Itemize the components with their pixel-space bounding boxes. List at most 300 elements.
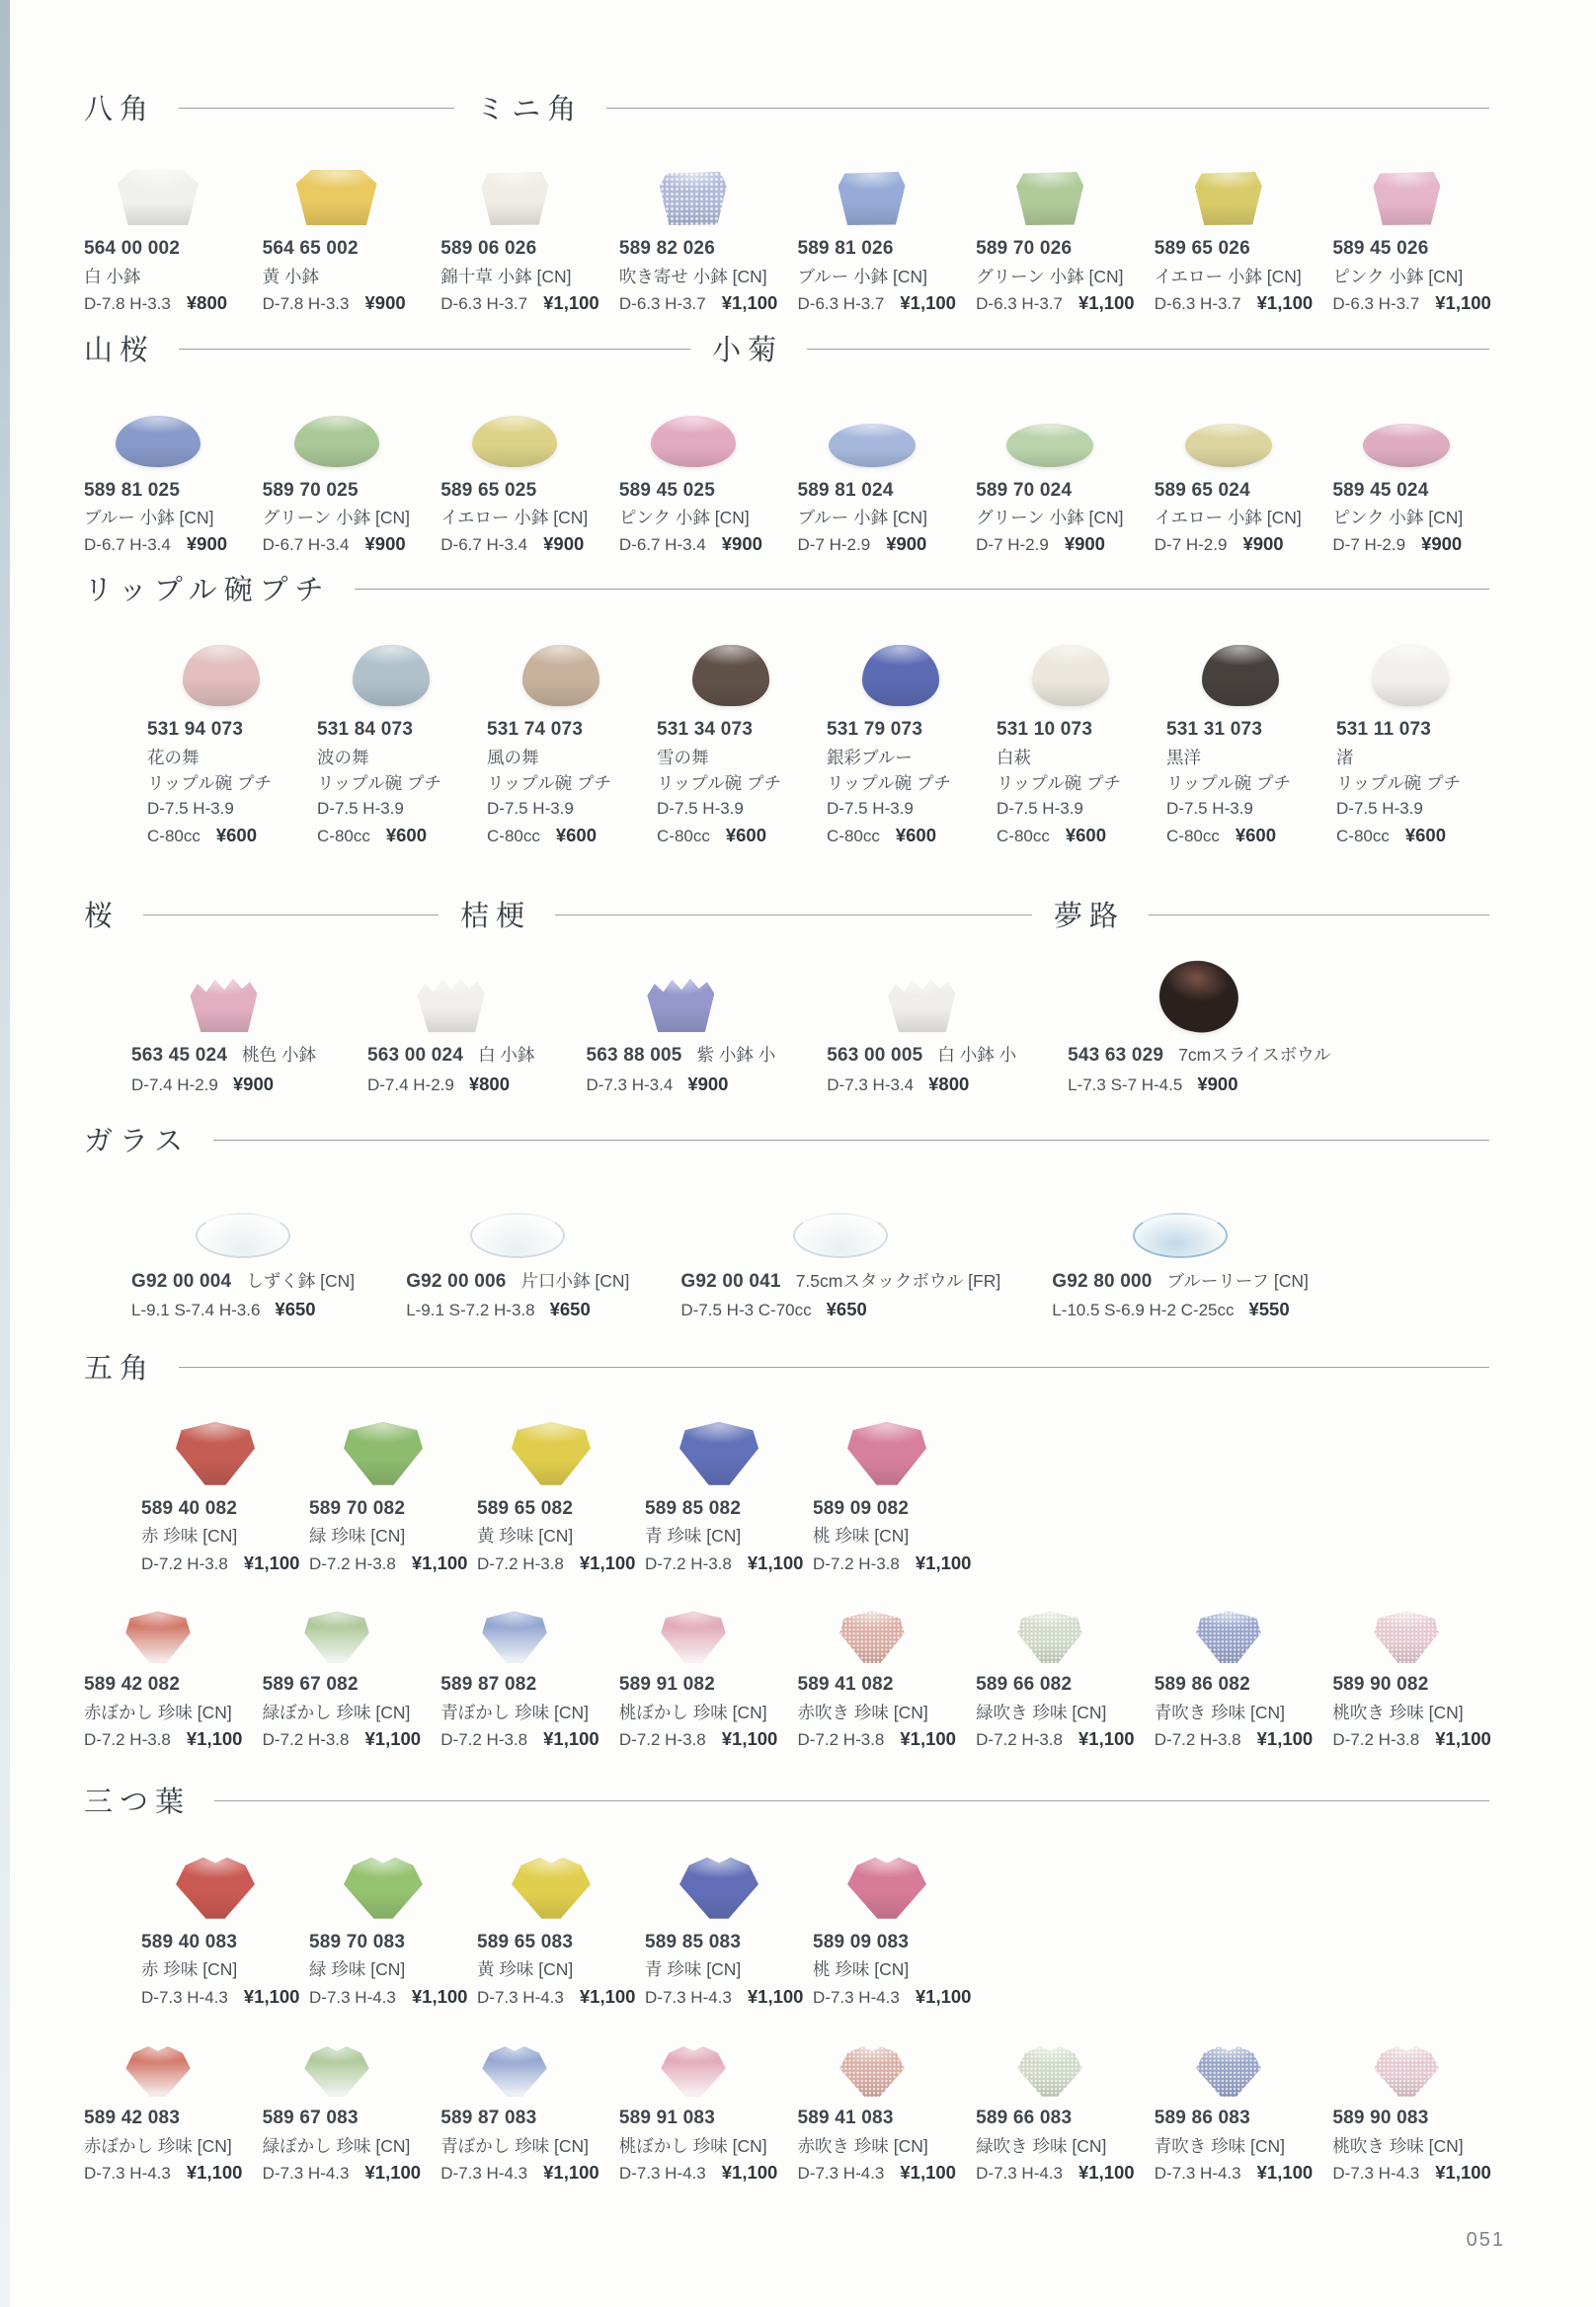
product-price: ¥1,100 <box>364 2162 422 2183</box>
product-item <box>263 376 441 559</box>
product-spec: D-7.5 H-3.9 <box>1336 799 1423 818</box>
section-rule-line <box>179 349 690 350</box>
product-name: ピンク 小鉢 [CN] <box>1332 508 1464 527</box>
product-spec-line <box>440 289 613 317</box>
product-spec-line <box>440 2159 613 2187</box>
product-price: ¥1,100 <box>1435 1728 1491 1749</box>
product-photo-area <box>1155 1592 1303 1663</box>
bowl-photo <box>1196 1612 1261 1663</box>
section-header <box>84 1781 1511 1820</box>
product-spec: D-7.3 H-3.4 <box>827 1074 915 1094</box>
product-price: ¥900 <box>364 291 406 313</box>
bowl-photo <box>481 172 548 225</box>
product-photo-area <box>147 615 295 706</box>
bowl-photo <box>482 2046 547 2097</box>
product-spec: D-6.3 H-3.7 <box>797 293 885 313</box>
product-spec-line <box>84 2159 257 2187</box>
product-code: 589 82 026 <box>618 238 715 259</box>
product-capacity: C-80cc <box>487 826 540 845</box>
product-name: 緑ぼかし 珍味 [CN] <box>262 1702 411 1722</box>
product-photo-area <box>440 2026 589 2097</box>
product-code: 589 65 026 <box>1154 238 1250 259</box>
product-name: 緑 珍味 [CN] <box>309 1526 406 1547</box>
product-photo-area <box>440 376 589 467</box>
product-code: 589 66 083 <box>976 2108 1073 2129</box>
product-price: ¥900 <box>687 1073 729 1094</box>
product-spec: D-7.2 H-3.8 <box>440 1730 528 1749</box>
product-price: ¥1,100 <box>411 1985 468 2007</box>
product-name: 青吹き 珍味 [CN] <box>1154 2135 1285 2156</box>
product-spec-line <box>263 1725 436 1753</box>
product-price: ¥1,100 <box>243 1985 300 2007</box>
product-photo-area <box>263 2026 411 2097</box>
product-name: グリーン 小鉢 [CN] <box>976 508 1124 527</box>
product-code: 531 94 073 <box>147 719 244 740</box>
product-price: ¥1,100 <box>721 291 778 313</box>
product-name: 赤ぼかし 珍味 [CN] <box>84 2135 232 2156</box>
product-photo-area <box>619 134 767 225</box>
product-price: ¥900 <box>232 1073 275 1094</box>
bowl-photo <box>512 1422 591 1485</box>
product-photo-area <box>798 134 946 225</box>
product-price: ¥1,100 <box>1256 291 1314 313</box>
bowl-photo <box>294 416 379 467</box>
product-price: ¥1,100 <box>1435 2162 1491 2183</box>
product-row <box>84 134 1511 317</box>
product-spec-line <box>798 1725 971 1753</box>
product-spec: D-7.5 H-3.9 <box>827 799 914 818</box>
product-code: 531 11 073 <box>1336 719 1432 740</box>
product-photo-area <box>619 2026 767 2097</box>
product-spec-line <box>487 822 651 849</box>
product-spec: D-7.4 H-2.9 <box>366 1074 454 1094</box>
product-name: イエロー 小鉢 [CN] <box>1154 266 1302 286</box>
product-photo-area <box>477 1828 625 1919</box>
product-title-line <box>367 1042 534 1071</box>
product-name: 緑 珍味 [CN] <box>309 1959 406 1980</box>
product-title-line <box>680 1268 1000 1297</box>
product-price: ¥1,100 <box>186 2162 243 2183</box>
product-price: ¥1,100 <box>364 1728 422 1749</box>
product-price: ¥900 <box>186 533 228 555</box>
product-spec: D-7.5 H-3.9 <box>657 799 744 818</box>
page-edge-gradient <box>0 0 10 2307</box>
bowl-photo <box>176 1858 255 1919</box>
product-photo-area <box>657 615 805 706</box>
product-spec: D-7.5 H-3.9 <box>147 799 234 818</box>
product-name: ブルー 小鉢 [CN] <box>797 508 928 527</box>
bowl-photo <box>125 1612 191 1663</box>
product-spec: D-7.4 H-2.9 <box>131 1074 218 1094</box>
product-code: 563 00 024 <box>366 1045 464 1067</box>
product-spec: D-7.3 H-4.3 <box>141 1987 228 2007</box>
product-item <box>1336 615 1506 848</box>
product-name: 桃 珍味 [CN] <box>813 1526 910 1547</box>
product-photo-area <box>131 941 316 1032</box>
product-name: 桃 珍味 [CN] <box>813 1959 910 1980</box>
product-code: 531 84 073 <box>317 719 414 740</box>
product-spec: D-7.3 H-3.4 <box>586 1074 674 1094</box>
product-spec: D-7.3 H-4.3 <box>813 1987 900 2007</box>
product-item <box>440 134 619 317</box>
product-title-line <box>1068 1042 1330 1071</box>
product-spec: D-7.2 H-3.8 <box>309 1553 396 1573</box>
bowl-photo <box>660 172 727 225</box>
product-price: ¥900 <box>364 533 406 555</box>
bowl-photo <box>1375 1612 1440 1663</box>
product-photo-area <box>440 134 589 225</box>
product-price: ¥1,100 <box>543 291 599 313</box>
product-item <box>309 1394 477 1577</box>
product-name: 緑吹き 珍味 [CN] <box>976 2135 1107 2156</box>
product-price: ¥900 <box>1064 533 1105 555</box>
section-title: ガラス <box>84 1126 191 1157</box>
product-item <box>1332 134 1511 317</box>
product-photo-area <box>84 376 232 467</box>
section-header <box>84 568 1511 607</box>
section-rule-line <box>179 1367 1489 1368</box>
product-item <box>131 1167 360 1323</box>
product-price: ¥600 <box>1235 824 1277 845</box>
section-rule-line <box>355 589 1489 590</box>
bowl-photo <box>1016 172 1083 225</box>
bowl-photo <box>793 1213 888 1258</box>
product-code: 531 74 073 <box>487 719 584 740</box>
bowl-photo <box>482 1612 547 1663</box>
product-spec: D-7.2 H-3.8 <box>797 1730 885 1749</box>
product-photo-area <box>440 1592 589 1663</box>
catalog-section <box>84 568 1511 848</box>
product-name: 青 珍味 [CN] <box>645 1959 742 1980</box>
product-spec: D-7.3 H-4.3 <box>1154 2164 1241 2183</box>
product-item <box>1332 376 1511 559</box>
product-name: 黄 珍味 [CN] <box>477 1959 574 1980</box>
product-price: ¥800 <box>186 291 228 313</box>
bowl-photo <box>353 645 430 706</box>
product-price: ¥600 <box>895 824 937 845</box>
product-spec-line <box>1332 289 1505 317</box>
catalog-section <box>84 1120 1511 1323</box>
product-photo-area <box>619 376 767 467</box>
section-title: 三つ葉 <box>84 1787 192 1819</box>
product-name: 桃色 小鉢 <box>242 1045 316 1066</box>
bowl-photo <box>1372 645 1449 706</box>
product-code: 531 31 073 <box>1166 719 1263 740</box>
product-spec-line <box>317 822 481 849</box>
product-code: 589 90 083 <box>1332 2108 1429 2129</box>
product-spec: D-7.8 H-3.3 <box>262 293 350 313</box>
bowl-photo <box>692 645 769 706</box>
product-spec: D-7.3 H-4.3 <box>797 2164 885 2183</box>
product-spec-line <box>1068 1071 1330 1098</box>
bowl-photo <box>1017 1612 1082 1663</box>
product-photo-area <box>477 1394 625 1485</box>
section-rule-line <box>213 1140 1489 1141</box>
product-row <box>84 2026 1511 2187</box>
product-price: ¥650 <box>275 1299 316 1319</box>
product-name: 青ぼかし 珍味 [CN] <box>440 1702 589 1722</box>
product-name: 白 小鉢 小 <box>937 1045 1017 1066</box>
product-name: 赤吹き 珍味 [CN] <box>797 1702 928 1722</box>
product-spec-line <box>645 1983 807 2011</box>
product-name: 黄 珍味 [CN] <box>477 1526 574 1547</box>
product-price: ¥1,100 <box>243 1551 300 1573</box>
product-photo-area <box>1332 376 1480 467</box>
product-series-name: リップル碗 プチ <box>657 772 781 793</box>
product-price: ¥1,100 <box>579 1551 636 1573</box>
product-photo-area <box>1332 134 1480 225</box>
product-title-line <box>131 1042 316 1071</box>
product-code: 563 00 005 <box>827 1045 923 1067</box>
product-spec: D-7.5 H-3.9 <box>997 799 1083 818</box>
bowl-photo <box>679 1422 758 1485</box>
product-code: 589 81 025 <box>84 479 181 501</box>
product-spec-line <box>477 1550 639 1577</box>
product-item <box>141 1394 309 1577</box>
product-price: ¥600 <box>1404 824 1447 845</box>
product-price: ¥900 <box>1421 533 1463 555</box>
product-photo-area <box>131 1167 355 1258</box>
product-name: 青吹き 珍味 [CN] <box>1154 1702 1285 1722</box>
product-series-name: リップル碗 プチ <box>1336 772 1461 793</box>
product-name: 桃ぼかし 珍味 [CN] <box>618 1702 767 1722</box>
product-spec-line <box>619 1725 792 1753</box>
product-item <box>619 134 798 317</box>
product-capacity: C-80cc <box>997 826 1050 845</box>
bowl-photo <box>1373 172 1440 225</box>
bowl-photo <box>183 645 260 706</box>
product-row <box>147 615 1511 848</box>
product-spec: D-6.7 H-3.4 <box>618 535 706 555</box>
bowl-photo <box>304 1612 369 1663</box>
product-capacity: C-80cc <box>147 826 200 845</box>
product-spec-line <box>976 289 1149 317</box>
product-price: ¥1,100 <box>900 1728 956 1749</box>
bowl-photo <box>838 172 906 225</box>
product-price: ¥1,100 <box>579 1985 636 2007</box>
section-title: ミニ角 <box>476 93 584 125</box>
product-spec: D-6.7 H-3.4 <box>84 535 171 555</box>
product-name: 錦十草 小鉢 [CN] <box>440 266 572 286</box>
product-code: 564 00 002 <box>84 238 181 259</box>
product-item <box>477 1394 645 1577</box>
product-item <box>619 376 798 559</box>
product-photo-area <box>1155 376 1303 467</box>
product-code: 589 65 025 <box>440 479 537 501</box>
product-spec: D-6.3 H-3.7 <box>440 293 528 313</box>
product-spec: D-7.3 H-4.3 <box>645 1987 732 2007</box>
product-price: ¥1,100 <box>1078 291 1135 313</box>
product-name: 赤 珍味 [CN] <box>141 1959 238 1980</box>
product-code: 563 88 005 <box>586 1045 682 1067</box>
product-item <box>84 134 263 317</box>
product-item <box>367 941 540 1097</box>
product-photo-area <box>680 1167 1000 1258</box>
product-code: 563 45 024 <box>131 1045 228 1067</box>
product-item <box>263 2026 441 2187</box>
bowl-photo <box>522 645 599 706</box>
product-code: 589 66 082 <box>976 1674 1073 1696</box>
product-item <box>406 1167 635 1323</box>
product-name: 白 小鉢 <box>478 1045 535 1066</box>
section-rule-line <box>606 108 1489 109</box>
product-name: 7.5cmスタックボウル [FR] <box>795 1270 1001 1291</box>
product-photo-area <box>619 1592 767 1663</box>
product-spec-line <box>976 1725 1149 1753</box>
product-name: 白 小鉢 <box>84 266 141 286</box>
product-item <box>440 1592 619 1753</box>
product-price: ¥600 <box>385 824 428 845</box>
product-item <box>586 941 781 1097</box>
product-price: ¥650 <box>826 1299 867 1319</box>
product-spec-line <box>619 530 792 558</box>
product-spec: D-6.7 H-3.4 <box>262 535 350 555</box>
product-price: ¥1,100 <box>721 2162 778 2183</box>
section-title: 山桜 <box>84 335 156 366</box>
product-item <box>147 615 317 848</box>
product-price: ¥800 <box>928 1073 970 1094</box>
product-photo-area <box>1155 2026 1303 2097</box>
product-item <box>1052 1167 1315 1323</box>
product-code: 589 67 082 <box>262 1674 359 1696</box>
product-name: 渚 <box>1336 747 1354 767</box>
product-spec: D-7.2 H-3.8 <box>262 1730 350 1749</box>
product-spec: D-7.3 H-4.3 <box>1332 2164 1420 2183</box>
bowl-photo <box>1017 2046 1082 2097</box>
product-price: ¥1,100 <box>1435 291 1491 313</box>
bowl-photo <box>839 2046 905 2097</box>
product-item <box>1155 2026 1333 2187</box>
product-photo-area <box>976 134 1124 225</box>
product-capacity: C-80cc <box>657 826 710 845</box>
bowl-photo <box>1185 424 1272 467</box>
section-header <box>84 1347 1511 1387</box>
product-spec-line <box>657 822 821 849</box>
product-spec: D-7.2 H-3.8 <box>141 1553 228 1573</box>
product-name: 雪の舞 <box>657 747 709 767</box>
product-name: 白萩 <box>997 747 1031 767</box>
product-price: ¥1,100 <box>900 291 956 313</box>
product-name: 赤 珍味 [CN] <box>141 1526 238 1547</box>
product-price: ¥1,100 <box>1078 1728 1135 1749</box>
product-spec-line <box>827 1071 1016 1098</box>
product-row <box>84 1167 1511 1323</box>
product-photo-area <box>84 134 232 225</box>
product-code: G92 00 041 <box>680 1270 781 1292</box>
product-photo-area <box>798 2026 946 2097</box>
product-item <box>827 941 1022 1097</box>
product-spec: D-7.2 H-3.8 <box>645 1553 732 1573</box>
product-code: 531 79 073 <box>827 719 923 740</box>
product-spec-line <box>619 289 792 317</box>
product-photo-area <box>309 1828 457 1919</box>
product-series-name: リップル碗 プチ <box>827 772 951 793</box>
product-photo-area <box>586 941 775 1032</box>
product-price: ¥800 <box>468 1073 510 1094</box>
product-spec: L-10.5 S-6.9 H-2 C-25cc <box>1052 1301 1235 1319</box>
product-code: 589 45 025 <box>618 479 715 501</box>
product-capacity: C-80cc <box>1336 826 1390 845</box>
product-spec: D-6.3 H-3.7 <box>1332 293 1420 313</box>
section-rule-line <box>179 108 454 109</box>
bowl-photo <box>1196 2046 1261 2097</box>
section-rule-line <box>214 1800 1489 1801</box>
bowl-photo <box>839 1612 905 1663</box>
product-row <box>84 376 1511 559</box>
product-spec: D-6.3 H-3.7 <box>1154 293 1241 313</box>
product-code: 589 91 082 <box>618 1674 715 1696</box>
section-title: リップル碗プチ <box>84 574 331 606</box>
product-spec-line <box>619 2159 792 2187</box>
product-item <box>84 1592 263 1753</box>
product-spec: D-6.3 H-3.7 <box>976 293 1063 313</box>
product-spec-line <box>147 822 311 849</box>
product-price: ¥900 <box>721 533 762 555</box>
product-photo-area <box>827 615 975 706</box>
product-series-name: リップル碗 プチ <box>317 772 441 793</box>
product-price: ¥900 <box>1197 1073 1238 1094</box>
product-spec-line <box>1155 2159 1327 2187</box>
product-photo-area <box>827 941 1016 1032</box>
product-spec-line <box>586 1071 775 1098</box>
product-spec-line <box>798 2159 971 2187</box>
section-title: 夢路 <box>1054 900 1126 932</box>
product-spec-line <box>813 1983 975 2011</box>
product-spec-line <box>477 1983 639 2011</box>
product-title-line <box>827 1042 1016 1071</box>
product-row <box>141 1828 1511 2011</box>
product-spec: L-7.3 S-7 H-4.5 <box>1068 1074 1183 1094</box>
product-photo-area <box>263 1592 411 1663</box>
product-spec-line <box>141 1983 303 2011</box>
product-spec: D-6.7 H-3.4 <box>440 535 528 555</box>
bowl-photo <box>196 1213 290 1258</box>
product-code: 589 70 025 <box>262 479 359 501</box>
product-item <box>976 376 1155 559</box>
product-item <box>976 2026 1155 2187</box>
product-price: ¥1,100 <box>721 1728 778 1749</box>
product-row <box>141 1394 1511 1577</box>
product-spec-line <box>131 1071 316 1098</box>
product-spec-line <box>997 822 1160 849</box>
product-spec-line <box>813 1550 975 1577</box>
product-title-line <box>406 1268 629 1297</box>
product-code: 589 41 083 <box>797 2108 894 2129</box>
product-name: 青 珍味 [CN] <box>645 1526 742 1547</box>
product-spec-line <box>131 1296 355 1323</box>
bowl-photo <box>190 977 257 1032</box>
product-spec: D-7 H-2.9 <box>1332 535 1406 555</box>
bowl-photo <box>847 1858 926 1919</box>
product-spec: D-7 H-2.9 <box>976 535 1049 555</box>
bowl-photo <box>661 1612 726 1663</box>
product-code: 589 86 082 <box>1154 1674 1250 1696</box>
product-item <box>976 1592 1155 1753</box>
product-price: ¥1,100 <box>747 1551 804 1573</box>
product-item <box>1068 941 1336 1097</box>
product-spec: L-9.1 S-7.2 H-3.8 <box>406 1301 535 1319</box>
product-code: 589 81 024 <box>797 479 894 501</box>
product-code: 589 81 026 <box>797 238 894 259</box>
product-item <box>798 2026 977 2187</box>
product-code: 589 65 024 <box>1154 479 1250 501</box>
product-price: ¥1,100 <box>1256 2162 1314 2183</box>
product-name: ブルーリーフ [CN] <box>1166 1270 1309 1291</box>
product-name: 片口小鉢 [CN] <box>520 1270 630 1291</box>
product-photo-area <box>487 615 635 706</box>
product-spec: D-7.2 H-3.8 <box>477 1553 564 1573</box>
bowl-photo <box>862 645 939 706</box>
